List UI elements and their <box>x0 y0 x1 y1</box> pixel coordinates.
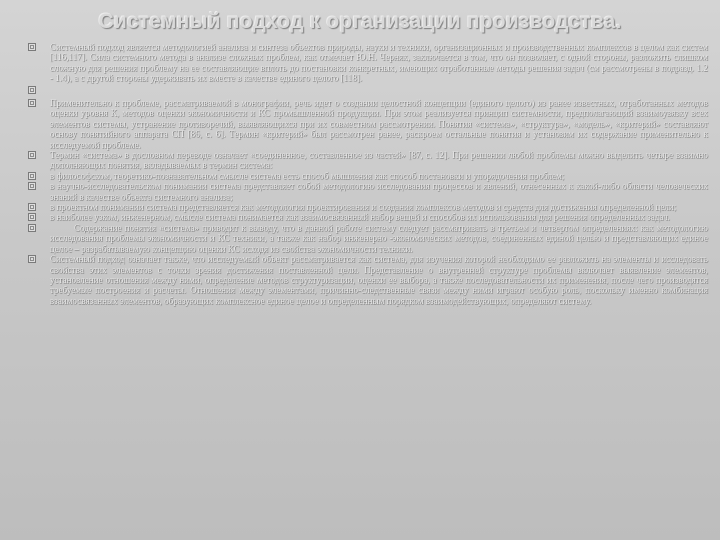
list-item <box>28 98 708 150</box>
list-item <box>28 223 708 254</box>
paragraph-system-approach: Системный подход является методологией анализа и синтеза объектов природы, науки и техники, организационных и производственных комплексов в целом как систем [116,117]. Сила системного метода в анализе сложных проблем, как отмечает Ю.Н. Черняк, заключается в том, что он позволяет, с одной стороны, разложить слишком сложную для решения проблему на ее составляющие вплоть до постановки конкретных, имеющих отработанные методы решения задач (см рассмотрены в подразд. 1.2 - 1.4), а с другой стороны удерживать их вместе в качестве единого целого [118]. <box>50 42 708 84</box>
square-bullet-icon <box>28 86 36 94</box>
paragraph-research: в научно-исследовательском понимании система представляет собой методологию исследования процессов и явлений, отнесенных к какой-либо области человеческих знаний в качестве объекта системного анализа; <box>50 181 708 202</box>
paragraph-philosophical: в философском, теоретико-познавательном смысле система есть способ мышления как способ постановки и упорядочения проблем; <box>50 170 565 181</box>
list-item <box>28 202 708 212</box>
paragraph-engineering: в наиболее узком, инженерном, смысле система понимается как взаимосвязанный набор вещей и способов их использования для решения определенных задач. <box>50 212 671 223</box>
square-bullet-icon <box>28 203 36 211</box>
paragraph-structure: Системный подход означает также, что исследуемый объект рассматривается как система, для изучения которой необходимо ее разложить на элементы и исследовать свойства этих элементов с точки зрения достижения поставленной цели. Представление о внутренней структуре проблемы включает выявление элементов, установление отношения между ними, определение методов структуризации, оценки ее выбора, а также последовательности их применения, после чего производятся требуемые построения и расчеты. Отношения между элементами, причинно-следственные связи между ними играют особую роль, поскольку именно комбинация взаимосвязанных элементов, образующих комплексное единое целое и определенным порядком взаимодействующих, определяют систему. <box>50 254 708 306</box>
square-bullet-icon <box>28 151 36 159</box>
square-bullet-icon <box>28 99 36 107</box>
paragraph-system-term: Термин «система» в дословном переводе означает «соединенное, составленное из частей» [87, с. 12]. При решении любой проблемы можно выделить четыре взаимно дополняющих понятия, вкладываемых в термин система: <box>50 150 708 171</box>
list-item <box>28 85 708 95</box>
square-bullet-icon <box>28 182 36 190</box>
list-item <box>28 171 708 181</box>
paragraph-application: Применительно к проблеме, рассматриваемой в монографии, речь идет о создании целостной концепции (единого целого) из ранее известных, отработанных методов оценки уровня К, методов оценки экономичности и КС промышленной продукции. При этом реализуется принцип системности, предполагающий взаимоувязку всех элементов системы, устранение противоречий, выявляющихся при их совместном рассмотрении. Понятия «система», «структура», «модель», «критерий» составляют основу понятийного аппарата СП [86, с. 6]. Термин «критерий» был рассмотрен ранее, раскроем остальные понятия и установим их содержание применительно к исследуемой проблеме. <box>50 98 708 150</box>
list-item <box>28 212 708 222</box>
paragraph-design: в проектном понимании система представляется как методология проектирования и создания комплексов методов и средств для достижения определенной цели; <box>50 202 677 213</box>
list-item <box>28 150 708 171</box>
slide-title: Системный подход к организации производства. <box>98 10 622 33</box>
square-bullet-icon <box>28 43 36 51</box>
square-bullet-icon <box>28 255 36 263</box>
list-item <box>28 42 708 84</box>
list-item <box>28 181 708 202</box>
square-bullet-icon <box>28 213 36 221</box>
list-item <box>28 254 708 306</box>
bullet-list <box>28 42 708 306</box>
paragraph-conclusion: Содержание понятия «система» приводит к выводу, что в данной работе систему следует рассматривать в третьем и четвертом определениях: как методологию исследования проблемы экономичности и КС техники, а также как набор инженерно -экономических методов, соединенных единой целью и представляющих единое целое – разрабатываемую концепцию оценки КС исходя из свойства экономичности техники. <box>50 222 708 254</box>
square-bullet-icon <box>28 172 36 180</box>
square-bullet-icon <box>28 224 36 232</box>
